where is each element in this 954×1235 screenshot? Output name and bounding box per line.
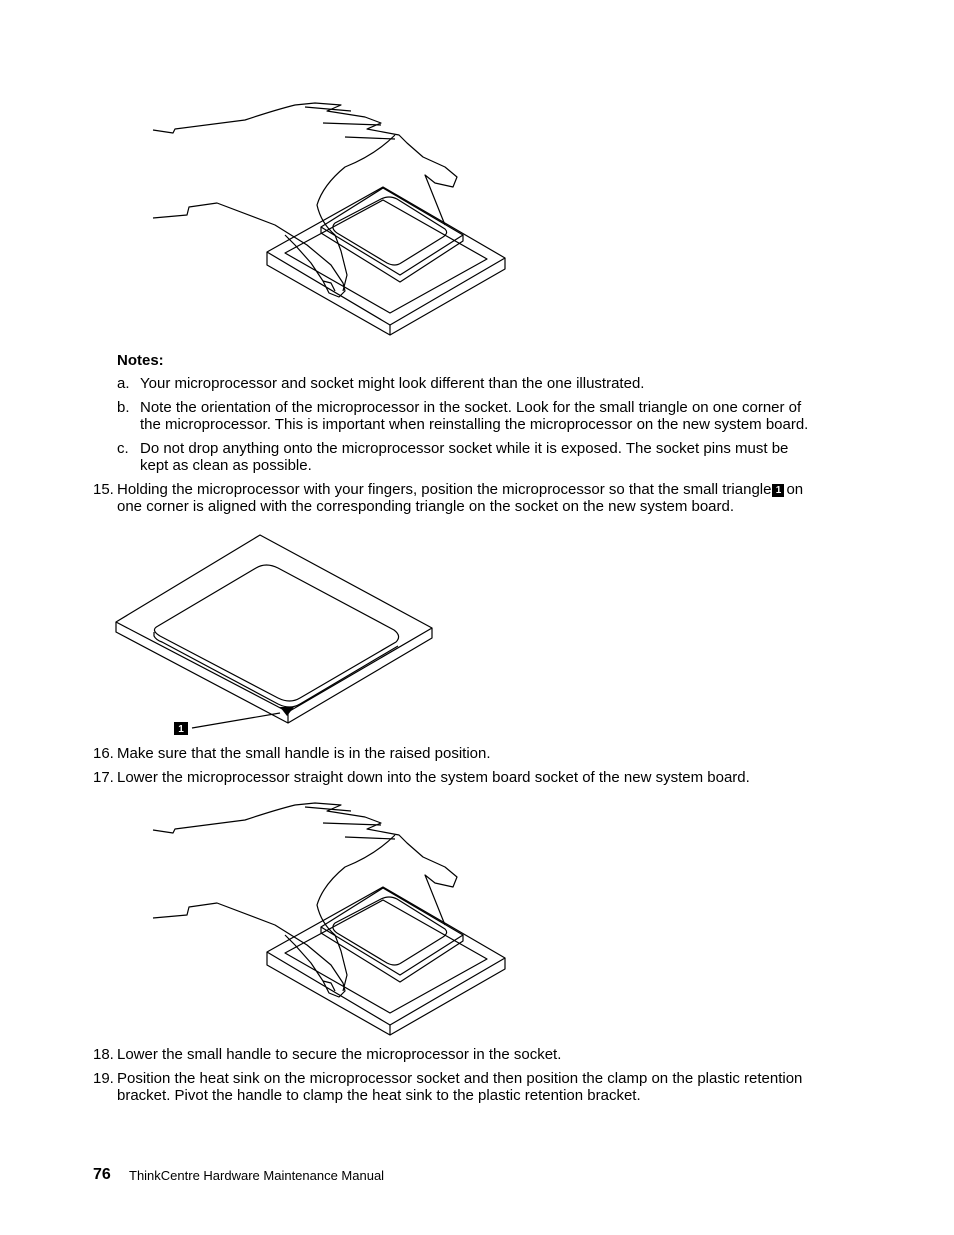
callout-marker: 1 bbox=[772, 484, 784, 497]
manual-title: ThinkCentre Hardware Maintenance Manual bbox=[129, 1168, 385, 1183]
step-text: Lower the small handle to secure the microprocessor in the socket. bbox=[117, 1046, 562, 1063]
hand-microprocessor-illustration-top bbox=[145, 95, 515, 340]
step-text: Make sure that the small handle is in the raised position. bbox=[117, 745, 491, 762]
orientation-triangle-icon bbox=[280, 707, 294, 716]
figure-callout: 1 bbox=[178, 724, 184, 735]
step-text: Lower the microprocessor straight down into the system board socket of the new system board. bbox=[117, 769, 750, 786]
microprocessor-triangle-illustration bbox=[110, 530, 440, 740]
notes-heading: Notes: bbox=[117, 352, 164, 369]
step-number: 18. bbox=[93, 1046, 114, 1063]
step-text: Position the heat sink on the microprocessor socket and then position the clamp on the plastic retention bbox=[117, 1070, 803, 1087]
step-number: 17. bbox=[93, 769, 114, 786]
note-text: Do not drop anything onto the microprocessor socket while it is exposed. The socket pins must be bbox=[140, 440, 789, 457]
page-number: 76 bbox=[93, 1166, 111, 1183]
note-text: Note the orientation of the microprocessor in the socket. Look for the small triangle on one corner of bbox=[140, 399, 802, 416]
step-number: 19. bbox=[93, 1070, 114, 1087]
step-text bbox=[117, 481, 803, 498]
note-text: kept as clean as possible. bbox=[140, 457, 312, 474]
note-marker: b. bbox=[117, 399, 130, 416]
step-number: 15. bbox=[93, 481, 114, 498]
note-text: the microprocessor. This is important when reinstalling the microprocessor on the new system board. bbox=[140, 416, 809, 433]
step-text-part: Holding the microprocessor with your fingers, position the microprocessor so that the small triangle bbox=[117, 481, 772, 498]
step-text: bracket. Pivot the handle to clamp the heat sink to the plastic retention bracket. bbox=[117, 1087, 641, 1104]
note-text: Your microprocessor and socket might look different than the one illustrated. bbox=[140, 375, 645, 392]
note-marker: c. bbox=[117, 440, 129, 457]
hand-microprocessor-illustration-bottom bbox=[145, 795, 515, 1040]
note-marker: a. bbox=[117, 375, 130, 392]
step-text: one corner is aligned with the corresponding triangle on the socket on the new system board. bbox=[117, 498, 735, 515]
step-text-part: on bbox=[786, 481, 804, 498]
step-number: 16. bbox=[93, 745, 114, 762]
